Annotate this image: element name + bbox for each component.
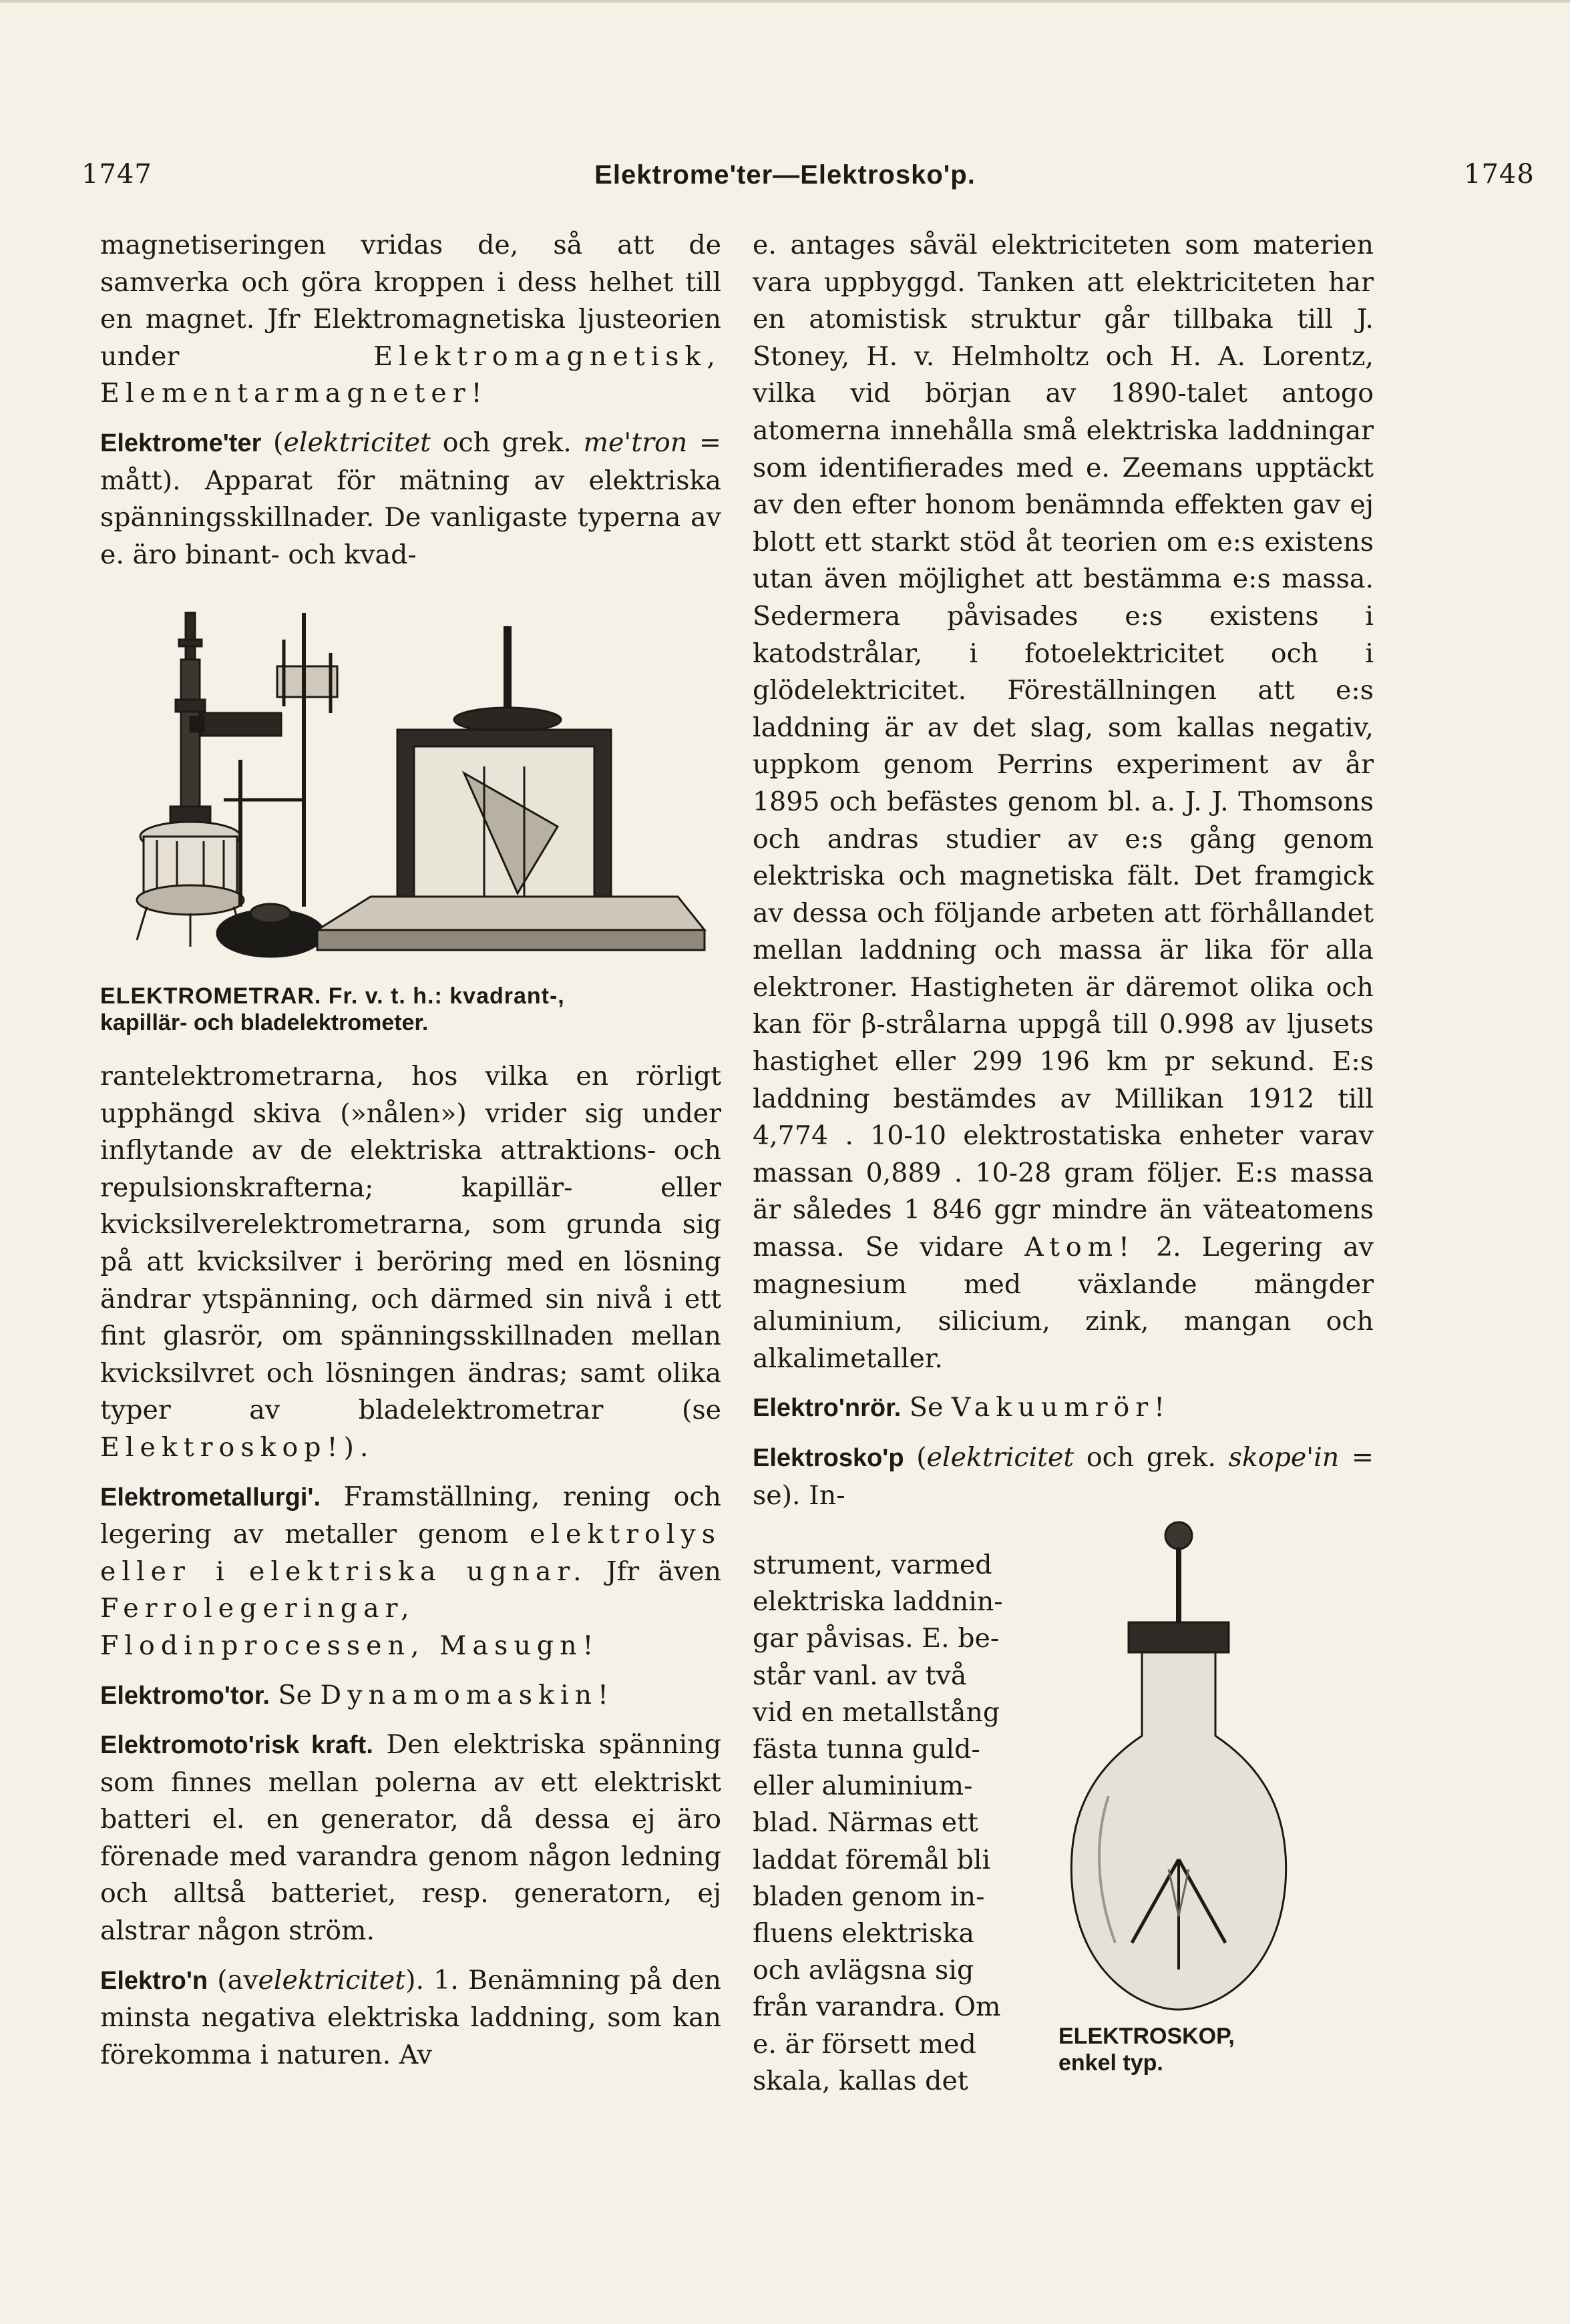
headword-elektromotorisk-kraft: Elektromoto'risk kraft. bbox=[100, 1731, 373, 1760]
elektroskop-line: laddat föremål bli bbox=[753, 1844, 991, 1875]
electroscope-caption bbox=[1058, 2023, 1312, 2076]
scan-edge bbox=[0, 0, 1570, 3]
motorisk-text: Den elektriska spänning som finnes mellan polerna av ett elektriskt batteri el. en generator, då dessa ej äro förenade med varandra genom någon ledning och alltså batteriet, resp. generatorn, ej alstrar någon ström. bbox=[100, 1729, 721, 1947]
elektroskop-line: strument, varmed bbox=[753, 1550, 992, 1580]
headword-elektromotor: Elektromo'tor. bbox=[100, 1681, 270, 1710]
elektrometer-continued bbox=[100, 1058, 721, 1467]
continued-ref: Elektroskop!). bbox=[100, 1431, 375, 1463]
page-number-right: 1748 bbox=[1464, 159, 1535, 190]
elektroskop-line: och avlägsna sig bbox=[753, 1955, 974, 1986]
left-column-top bbox=[100, 227, 721, 573]
entry-elektrometallurgi bbox=[100, 1479, 721, 1665]
elektroskop-line: bladen genom in- bbox=[753, 1881, 985, 1912]
intro-ref-1: Elektromagnetisk, bbox=[373, 340, 721, 372]
etym-elektricitet: elektricitet bbox=[283, 427, 431, 458]
continued-text: rantelektrometrarna, hos vilka en rörligt upphängd skiva (»nålen») vrider sig under inflytande av de elektriska attraktions- och repulsionskrafterna; kapillär- eller kvicksilverelektrometrarna, som grunda sig på att kvicksilver i beröring med en lösning ändrar ytspänning, och därmed sin nivå i ett fint glasrör, om spänningsskillnaden mellan kvicksilvret och lösningen ändras; samt olika typer av bladelektrometrar (se bbox=[100, 1061, 721, 1426]
intro-ref-2: Elementarmagneter! bbox=[100, 378, 488, 409]
electrometers-caption bbox=[100, 983, 725, 1036]
elektroskop-line: fästa tunna guld- bbox=[753, 1734, 980, 1765]
motor-se: Se bbox=[278, 1679, 312, 1710]
elektronror-se: Se bbox=[909, 1392, 944, 1423]
electroscope-caption-line-1: ELEKTROSKOP, bbox=[1058, 2024, 1235, 2049]
metallurgi-ref-2: elektriska ugnar. bbox=[249, 1556, 588, 1587]
elektron-text: ). 1. Benämning på den minsta negativa elektriska laddning, som kan förekomma i naturen. Av bbox=[100, 1964, 721, 2070]
intro-text: magnetiseringen vridas de, så att de samverka och göra kroppen i dess helhet till en magnet. Jfr Elektromagnetiska ljusteorien under bbox=[100, 230, 721, 372]
elektroskop-line: elektriska laddnin- bbox=[753, 1586, 1003, 1618]
entry-elektron bbox=[100, 1962, 721, 2074]
elektron-ref: Atom! bbox=[1024, 1232, 1135, 1263]
elektroskop-line: skala, kallas det bbox=[753, 2065, 968, 2096]
entry-elektroskop: Elektrosko'p (elektricitet och grek. skope'in = se). In- bbox=[753, 1442, 1374, 1511]
elektronror-ref: Vakuumrör! bbox=[951, 1392, 1171, 1423]
caption-line-1: ELEKTROMETRAR. Fr. v. t. h.: kvadrant-, bbox=[100, 983, 565, 1009]
leaf-electrometer bbox=[317, 626, 705, 950]
elektroskop-line: e. är försett med bbox=[753, 2028, 976, 2060]
metallurgi-text: Framställning, rening och legering av metaller genom bbox=[100, 1481, 721, 1550]
electroscope-knob bbox=[1165, 1522, 1192, 1549]
headword-elektrometallurgi: Elektrometallurgi'. bbox=[100, 1483, 321, 1512]
elektrometer-text: = mått). Apparat för mätning av elektriska spänningsskillnader. De vanligaste typerna av e. äro binant- och kvad- bbox=[100, 427, 722, 570]
entry-elektrometer: Elektrome'ter (elektricitet och grek. me'tron = mått). Apparat för mätning av elektriska spänningsskillnader. De vanligaste typerna av e. äro binant- och kvad- bbox=[100, 427, 722, 570]
intro-paragraph bbox=[100, 227, 721, 413]
metallurgi-mid: eller i bbox=[100, 1556, 230, 1587]
elektroskop-line: eller aluminium- bbox=[753, 1771, 973, 1802]
elektron-cont-text: e. antages såväl elektriciteten som materien vara uppbyggd. Tanken att elektriciteten har en atomistisk struktur går tillbaka till J. Stoney, H. v. Helmholtz och H. A. Lorentz, vilka vid början av 1890-talet antogo atomerna innehålla små elektriska laddningar som identifierades med e. Zeemans upptäckt av den efter honom benämnda effekten gav ej blott ett starkt stöd åt teorien om e:s existens utan även möjlighet att bestämma e:s massa. Sedermera påvisades e:s existens i katodstrålar, i fotoelektricitet och i glödelektricitet. Föreställningen att e:s laddning är av det slag, som kallas negativ, uppkom genom Perrins experiment av år 1895 och befästes genom bl. a. J. J. Thomsons och andras studier av e:s gång genom elektriska och magnetiska fält. Det framgick av dessa och följande arbeten att förhållandet mellan laddning och massa är lika för alla elektroner. Hastigheten är däremot olika och kan för β-strålarna uppgå till 0.998 av ljusets hastighet eller 299 196 km pr sekund. E:s laddning bestämdes av Millikan 1912 till 4,774 . 10-10 elektrostatiska enheter varav massan 0,889 . 10-28 gram följer. E:s massa är således 1 846 ggr mindre än väteatomens massa. Se vidare bbox=[753, 230, 1374, 1263]
elektroskop-line: fluens elektriska bbox=[753, 1918, 974, 1949]
electroscope-caption-line-2: enkel typ. bbox=[1058, 2050, 1163, 2076]
elektroskop-narrow-text bbox=[753, 1547, 1043, 2100]
elektroskop-line: står vanl. av två bbox=[753, 1660, 967, 1691]
elektroskop-line: vid en metallstång bbox=[753, 1696, 1000, 1728]
elektron-def-2: 2. Legering av magnesium med växlande mängder aluminium, silicium, zink, mangan och alkalimetaller. bbox=[753, 1232, 1374, 1374]
right-column bbox=[753, 227, 1374, 1514]
elektroskop-line: från varandra. Om bbox=[753, 1992, 1001, 2023]
elektroskop-etym-1: elektricitet bbox=[926, 1442, 1074, 1473]
entry-elektronror bbox=[753, 1389, 1374, 1427]
elektron-continued bbox=[753, 227, 1374, 1377]
metallurgi-jfr: Jfr även bbox=[606, 1556, 721, 1587]
electroscope-stopper bbox=[1129, 1622, 1229, 1652]
elektron-av: (av bbox=[217, 1964, 258, 1996]
elektron-etym: elektricitet bbox=[258, 1964, 406, 1996]
entry-elektromotor bbox=[100, 1677, 721, 1715]
etym-metron: me'tron bbox=[583, 427, 688, 458]
etym-mid: och grek. bbox=[442, 427, 572, 458]
elektroskop-line: gar påvisas. E. be- bbox=[753, 1623, 1000, 1654]
caption-line-2: kapillär- och bladelektrometer. bbox=[100, 1010, 429, 1035]
entry-elektromotorisk-kraft bbox=[100, 1726, 721, 1950]
left-column-bottom bbox=[100, 1058, 721, 2074]
metallurgi-ref-3: Ferrolegeringar, Flodinprocessen, Masugn! bbox=[100, 1593, 600, 1661]
headword-elektron: Elektro'n bbox=[100, 1966, 208, 1995]
electroscope-illustration bbox=[1068, 1516, 1289, 2023]
page-number-left: 1747 bbox=[81, 159, 152, 190]
headword-elektrometer: Elektrome'ter bbox=[100, 429, 262, 457]
motor-ref: Dynamomaskin! bbox=[320, 1679, 614, 1710]
elektroskop-eq: = se). In- bbox=[753, 1442, 1374, 1511]
elektroskop-line: blad. Närmas ett bbox=[753, 1807, 978, 1839]
headword-elektronror: Elektro'nrör. bbox=[753, 1394, 902, 1423]
running-title: Elektrome'ter—Elektrosko'p. bbox=[594, 160, 976, 190]
headword-elektroskop: Elektrosko'p bbox=[753, 1444, 904, 1472]
metallurgi-ref-1: elektrolys bbox=[529, 1519, 722, 1550]
elektroskop-etym-2: skope'in bbox=[1228, 1442, 1340, 1473]
elektroskop-mid: och grek. bbox=[1086, 1442, 1216, 1473]
quadrant-electrometer bbox=[137, 613, 244, 947]
electrometers-illustration bbox=[117, 600, 711, 977]
